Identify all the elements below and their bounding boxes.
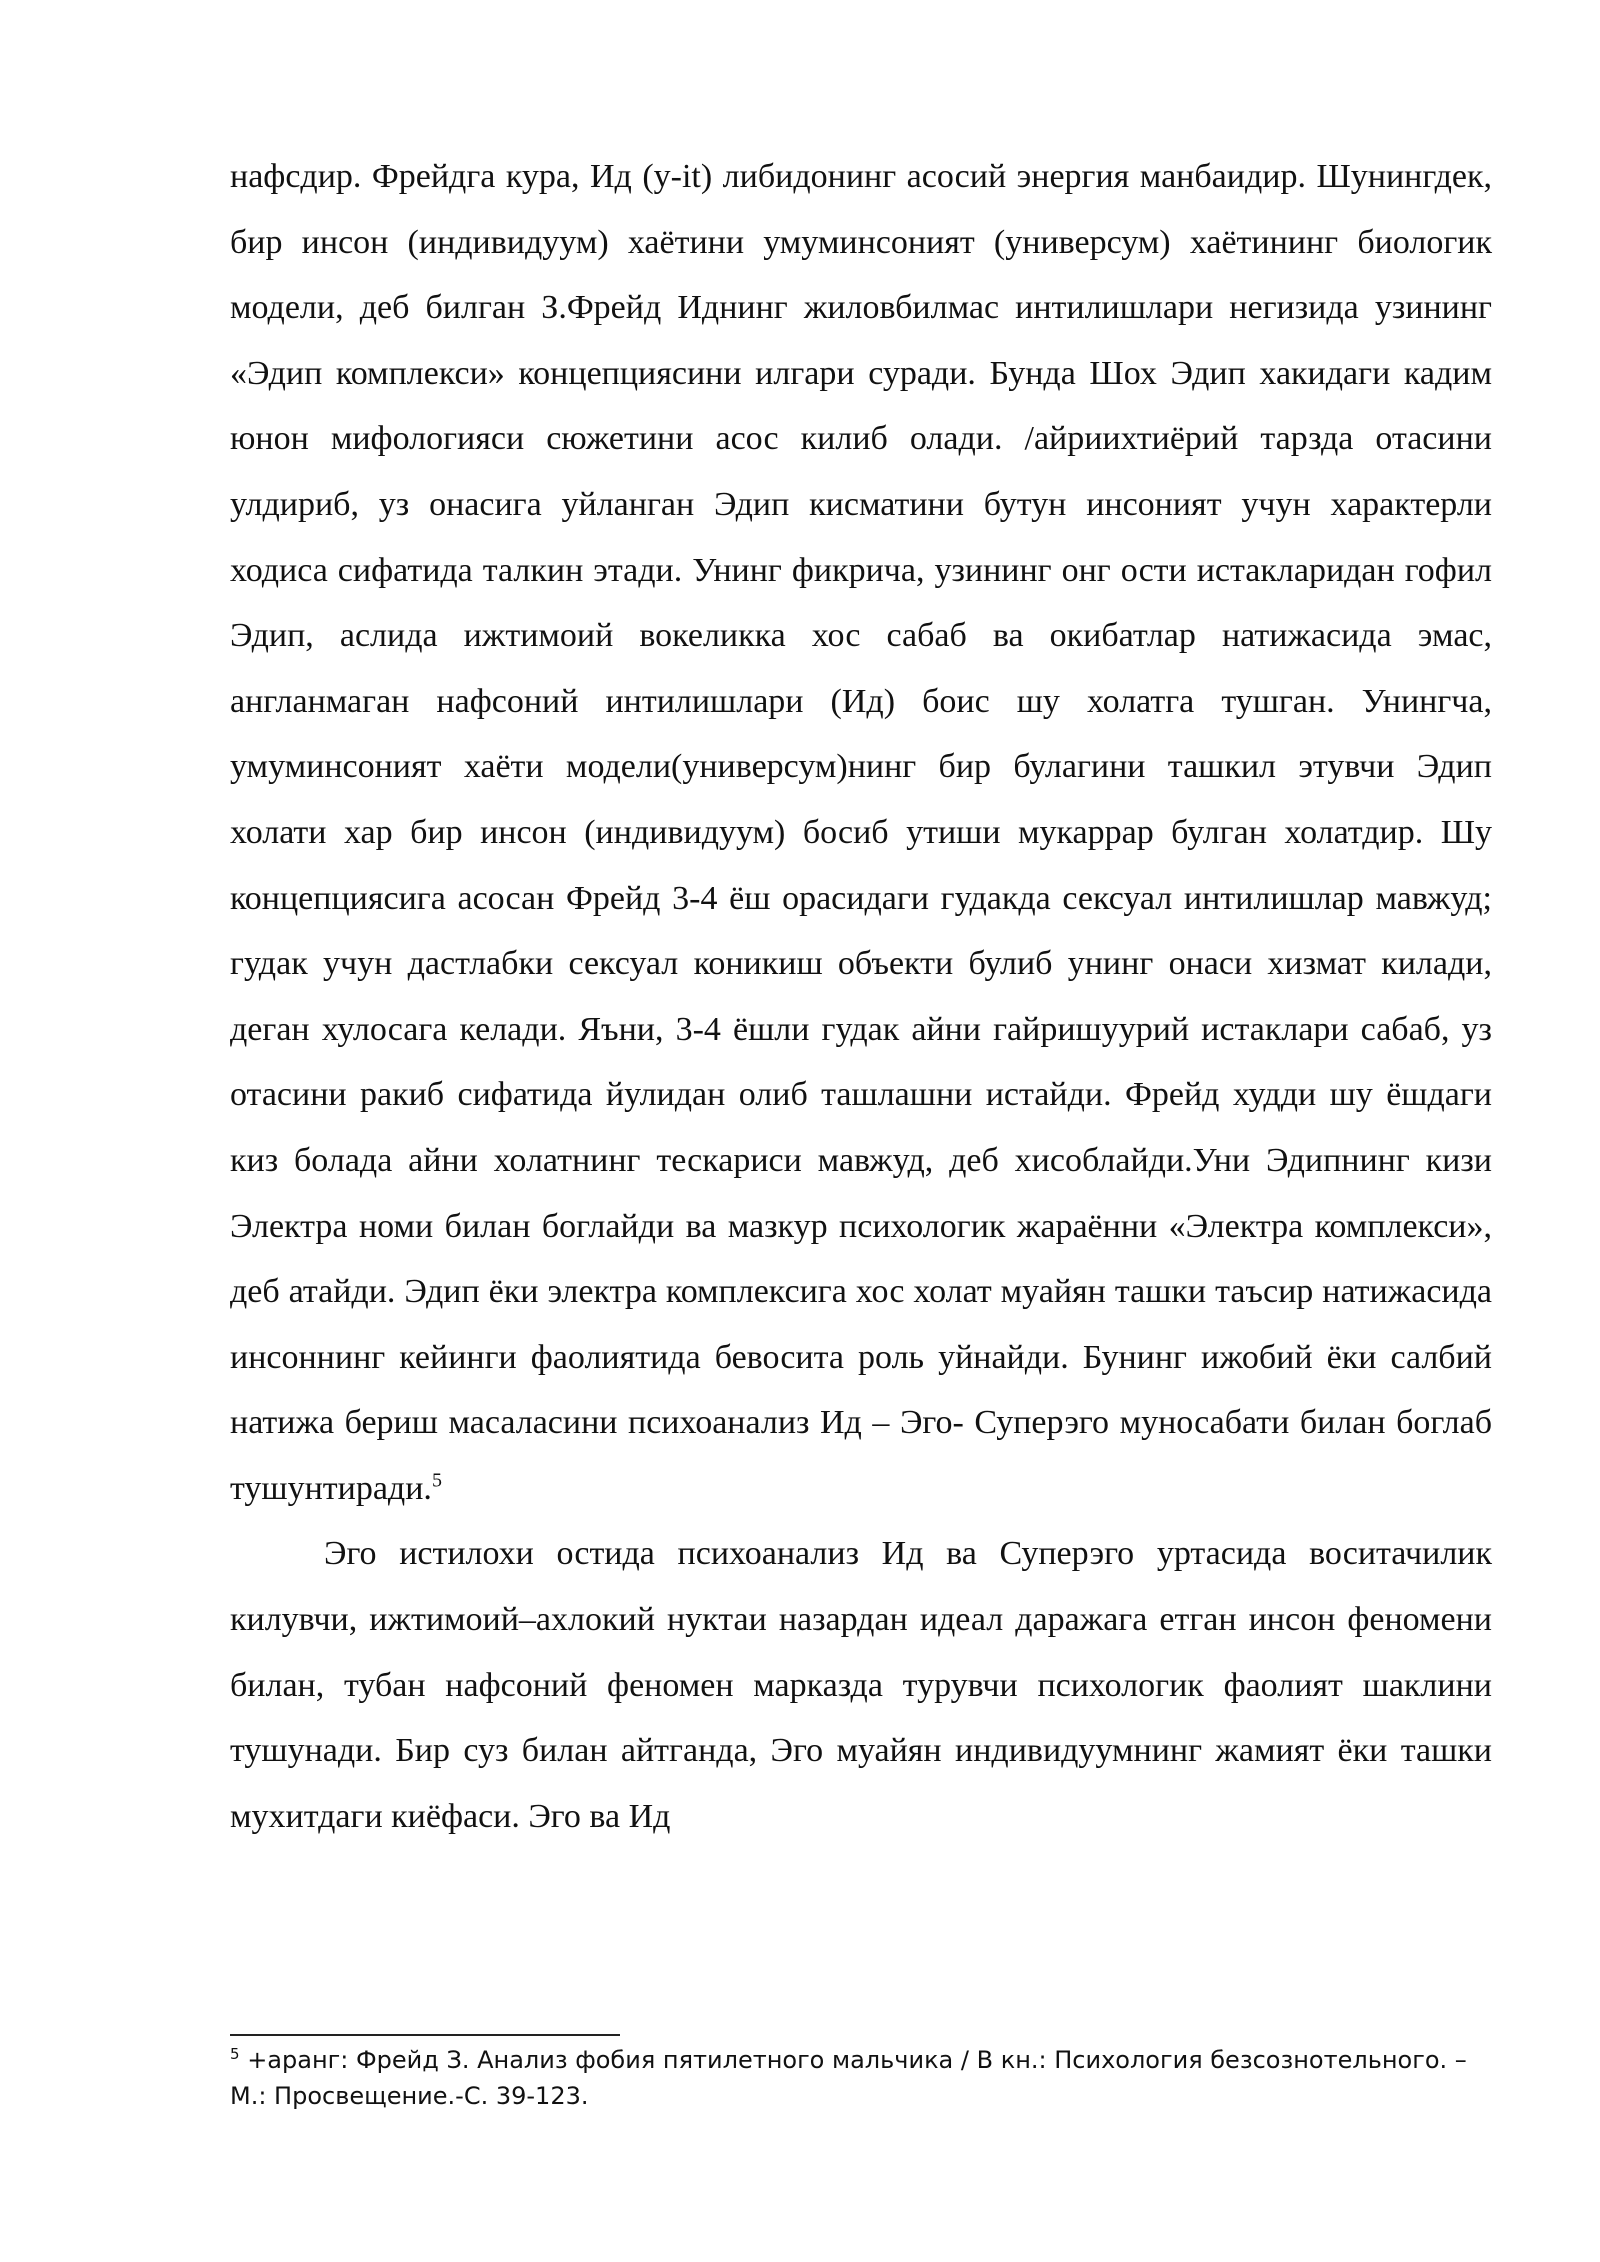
footnote-text: +аранг: Фрейд З. Анализ фобия пятилетного мальчика / В кн.: Психология безсознотельного. –М.: Просвещение.-С. 39-123. xyxy=(230,2046,1467,2110)
footnote xyxy=(230,2042,1492,2114)
body-text xyxy=(230,144,1492,1849)
footnote-separator xyxy=(230,2034,620,2036)
paragraph-1-text: нафсдир. Фрейдга кура, Ид (у-it) либидонинг асосий энергия манбаидир. Шунингдек, бир инсон (индивидуум) хаётини умуминсоният (универсум) хаётининг биологик модели, деб билган З.Фрейд Иднинг жиловбилмас интилишлари негизида узининг «Эдип комплекси» концепциясини илгари суради. Бунда Шох Эдип хакидаги кадим юнон мифологияси сюжетини асос килиб олади. /айриихтиёрий тарзда отасини улдириб, уз онасига уйланган Эдип кисматини бутун инсоният учун характерли ходиса сифатида талкин этади. Унинг фикрича, узининг онг ости истакларидан гофил Эдип, аслида ижтимоий вокеликка хос сабаб ва окибатлар натижасида эмас, англанмаган нафсоний интилишлари (Ид) боис шу холатга тушган. Унингча, умуминсоният хаёти модели(универсум)нинг бир булагини ташкил этувчи Эдип холати хар бир инсон (индивидуум) босиб утиши мукаррар булган холатдир. Шу концепциясига асосан Фрейд 3-4 ёш орасидаги гудакда сексуал интилишлар мавжуд; гудак учун дастлабки сексуал коникиш объекти булиб унинг онаси хизмат килади, деган хулосага келади. Яъни, 3-4 ёшли гудак айни гайришуурий истаклари сабаб, уз отасини ракиб сифатида йулидан олиб ташлашни истайди. Фрейд худди шу ёшдаги киз болада айни холатнинг тескариси мавжуд, деб хисоблайди.Уни Эдипнинг кизи Электра номи билан боглайди ва мазкур психологик жараённи «Электра комплекси», деб атайди. Эдип ёки электра комплексига хос холат муайян ташки таъсир натижасида инсоннинг кейинги фаолиятида бевосита роль уйнайди. Бунинг ижобий ёки салбий натижа бериш масаласини психоанализ Ид – Эго- Суперэго муносабати билан боглаб тушунтиради. xyxy=(230,158,1492,1507)
footnote-number: 5 xyxy=(230,2045,240,2063)
footnote-reference[interactable]: 5 xyxy=(431,1469,442,1492)
paragraph-1 xyxy=(230,144,1492,1521)
paragraph-2: Эго истилохи остида психоанализ Ид ва Суперэго уртасида воситачилик килувчи, ижтимоий–ахлокий нуктаи назардан идеал даражага етган инсон феномени билан, тубан нафсоний феномен марказда турувчи психологик фаолият шаклини тушунади. Бир суз билан айтганда, Эго муайян индивидуумнинг жамият ёки ташки мухитдаги киёфаси. Эго ва Ид xyxy=(230,1535,1492,1835)
